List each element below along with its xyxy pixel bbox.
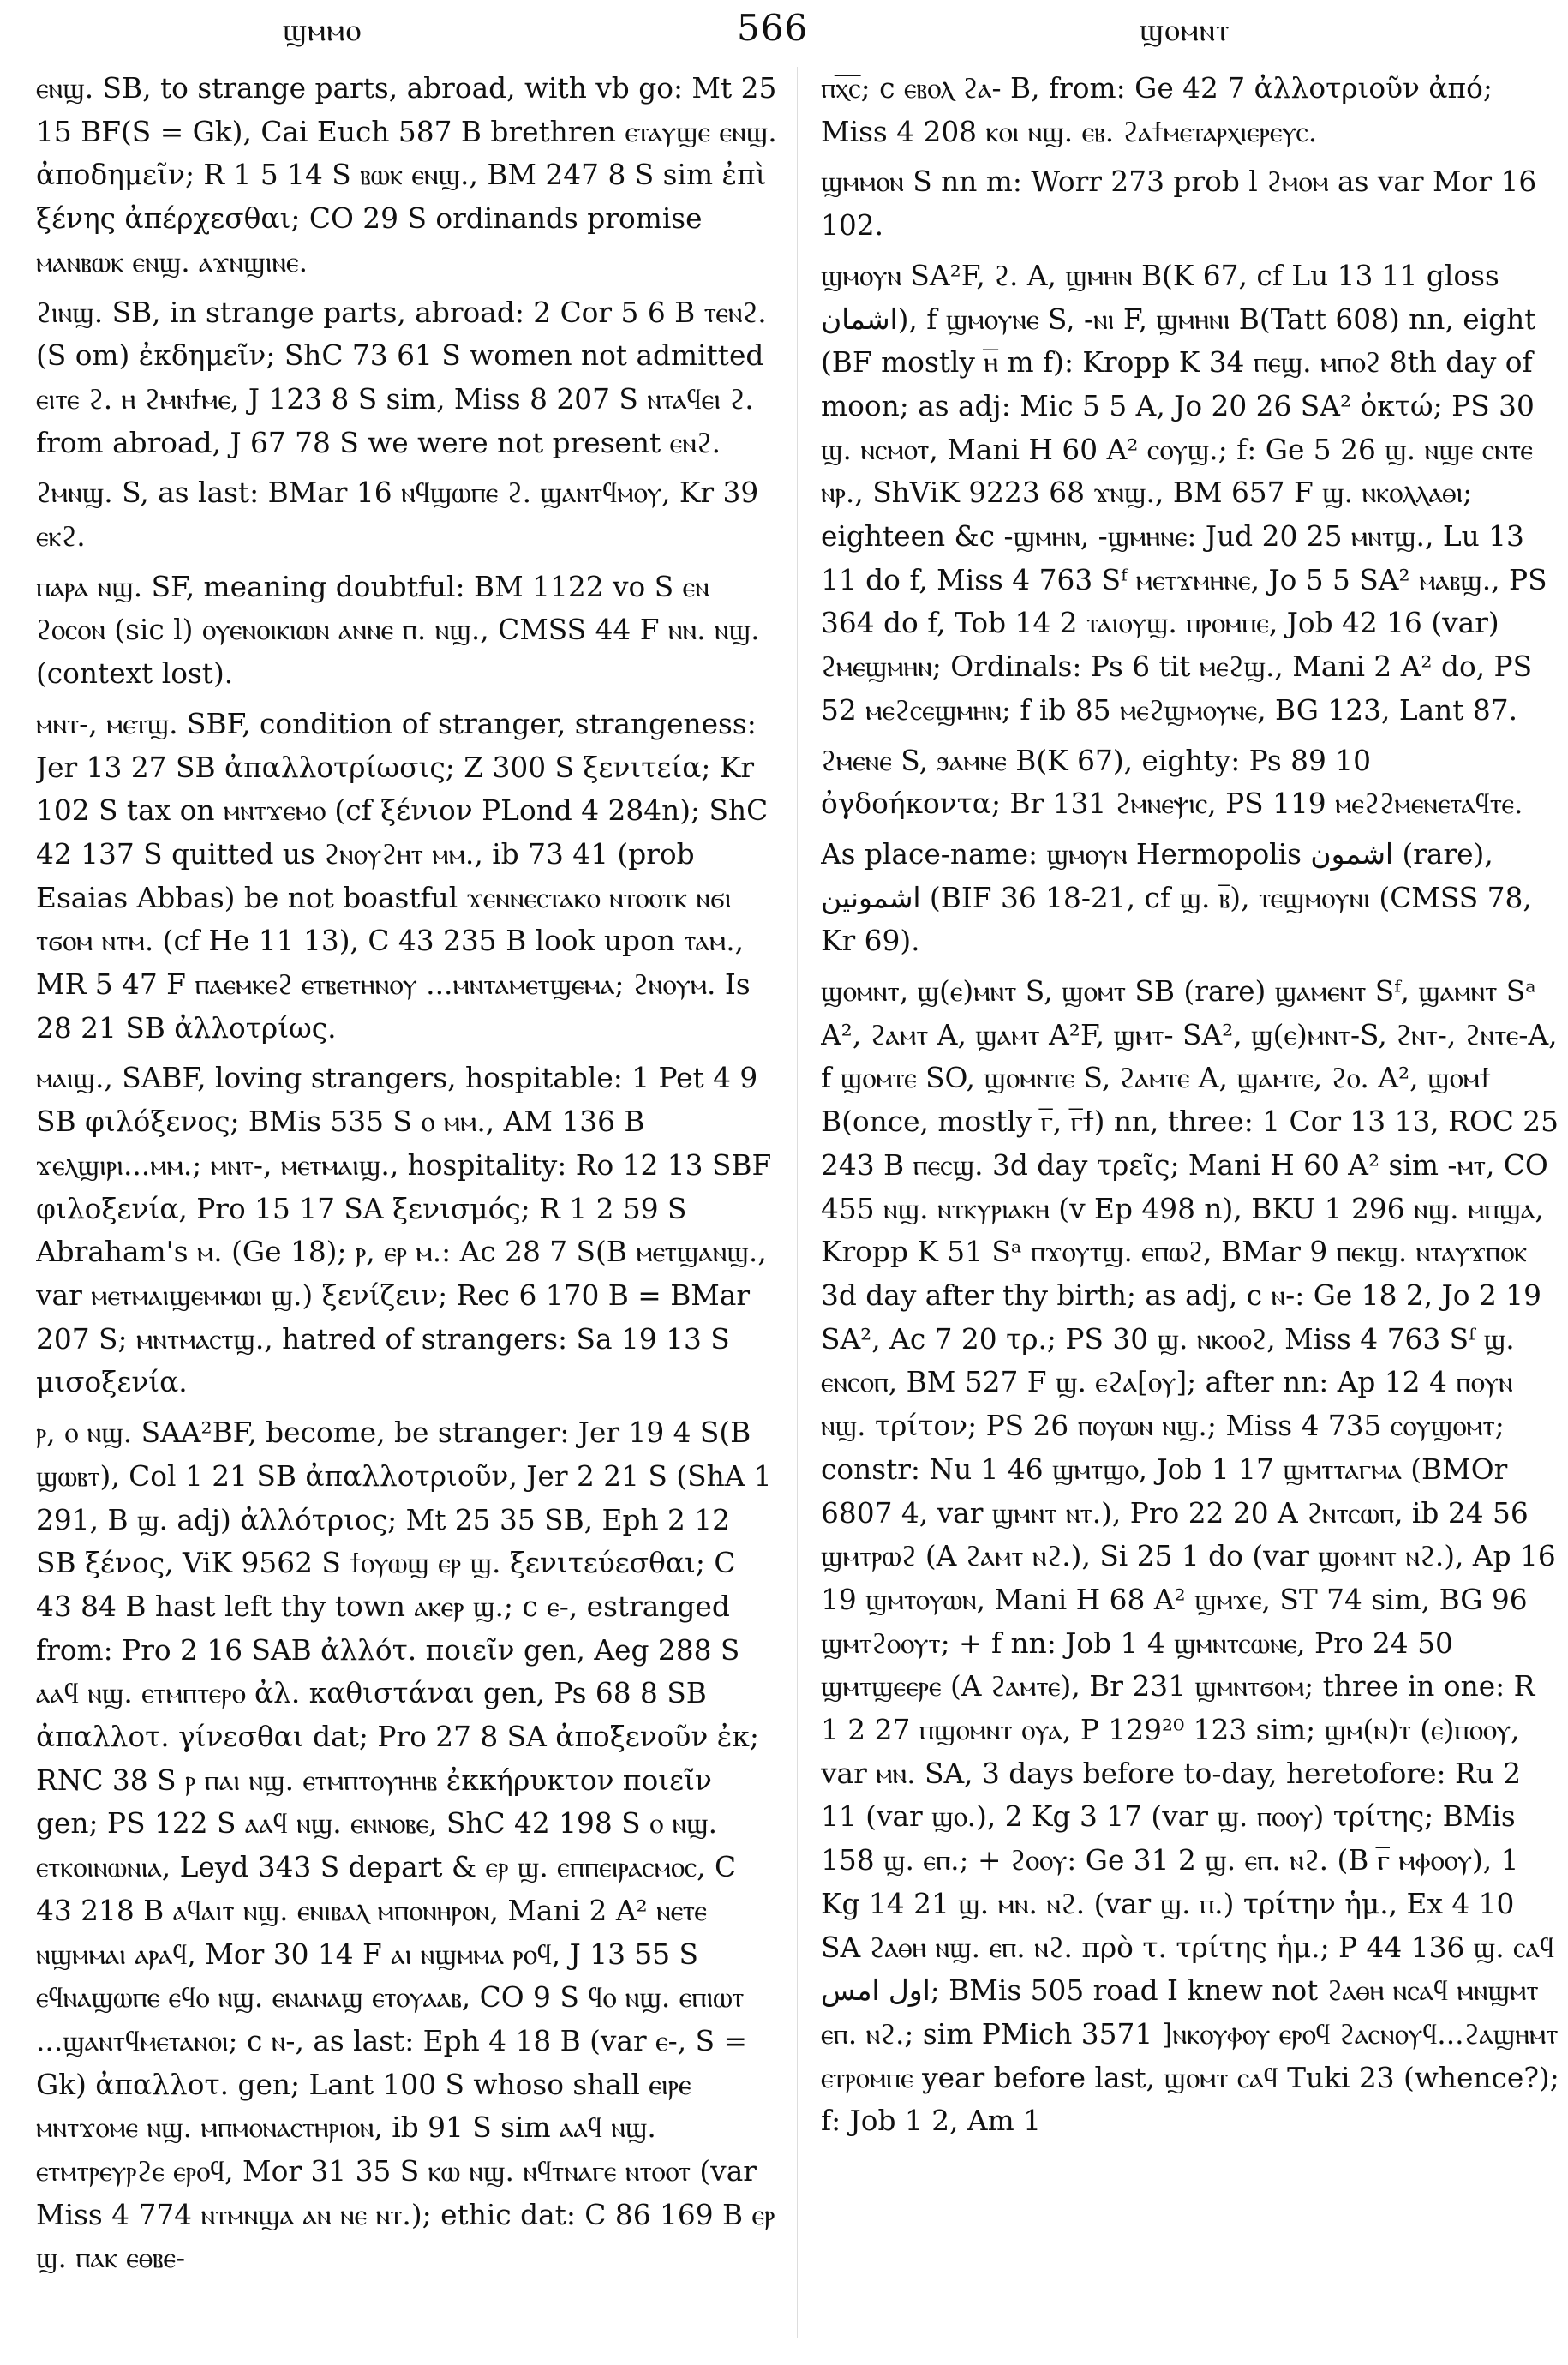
entry-para-nsh: ⲡⲁⲣⲁ ⲛϣ. SF, meaning doubtful: BM 1122 vo S ⲉⲛ ϩⲟⲥⲟⲛ (sic l) ⲟⲩⲉⲛⲟⲓⲕⲓⲱⲛ ⲁⲛⲛⲉ ⲡ. ⲛϣ., CMSS 44 F ⲛⲛ. ⲛϣ. (context lost).	[36, 570, 760, 691]
header-left-headword: ϣⲙⲙⲟ	[283, 13, 362, 48]
left-column	[36, 67, 778, 2346]
right-column	[821, 67, 1559, 2346]
entry-in-strange-parts: ϩⲓⲛϣ. SB, in strange parts, abroad: 2 Cor 5 6 B ⲧⲉⲛϩ. (S om) ἐκδημεῖν; ShC 73 61 S women not admitted ⲉⲓⲧⲉ ϩ. ⲏ ϩⲙⲛϯⲙⲉ, J 123 8 S sim, Miss 8 207 S ⲛⲧⲁϥⲉⲓ ϩ. from abroad, J 67 78 S we were not present ⲉⲛϩ.	[36, 296, 767, 459]
entry-hmnsh: ϩⲙⲛϣ. S, as last: BMar 16 ⲛϥϣⲱⲡⲉ ϩ. ϣⲁⲛⲧϥⲙⲟⲩ, Kr 39 ⲉⲕϩ.	[36, 476, 759, 554]
entry-shmmon: ϣⲙⲙⲟⲛ S nn m: Worr 273 prob l ϩⲙⲟⲙ as var Mor 16 102.	[821, 165, 1537, 242]
entry-eighty: ϩⲙⲉⲛⲉ S, ϧⲁⲙⲛⲉ B(K 67), eighty: Ps 89 10 ὀγδοήκοντα; Br 131 ϩⲙⲛⲉⲯⲓⲥ, PS 119 ⲙⲉϩϩⲙⲉⲛⲉⲧⲁϥⲧⲉ.	[821, 744, 1523, 821]
entry-hospitable: ⲙⲁⲓϣ., SABF, loving strangers, hospitable: 1 Pet 4 9 SB φιλόξενος; BMis 535 S ⲟ ⲙⲙ., AM 136 B ϫⲉⲗϣⲓⲣⲓ...ⲙⲙ.; ⲙⲛⲧ-, ⲙⲉⲧⲙⲁⲓϣ., hospitality: Ro 12 13 SBF φιλοξενία, Pro 15 17 SA ξενισμός; R 1 2 59 S Abraham's ⲙ. (Ge 18); ⲣ, ⲉⲣ ⲙ.: Ac 28 7 S(B ⲙⲉⲧϣⲁⲛϣ., var ⲙⲉⲧⲙⲁⲓϣⲉⲙⲙⲱⲓ ϣ.) ξενίζειν; Rec 6 170 B = BMar 207 S; ⲙⲛⲧⲙⲁⲥⲧϣ., hatred of strangers: Sa 19 13 S μισοξενία.	[36, 1062, 772, 1399]
entry-eight: ϣⲙⲟⲩⲛ SA²F, ϩ. A, ϣⲙⲏⲛ B(K 67, cf Lu 13 11 gloss اشمان), f ϣⲙⲟⲩⲛⲉ S, -ⲛⲓ F, ϣⲙⲏⲛⲓ B(Tatt 608) nn, eight (BF mostly ⲏ̅ m f): Kropp K 34 ⲡⲉϣ. ⲙⲡⲟϩ 8th day of moon; as adj: Mic 5 5 A, Jo 20 26 SA² ὀκτώ; PS 30 ϣ. ⲛⲥⲙⲟⲧ, Mani H 60 A² ⲥⲟⲩϣ.; f: Ge 5 26 ϣ. ⲛϣⲉ ⲥⲛⲧⲉ ⲛⲣ., ShViK 9223 68 ϫⲛϣ., BM 657 F ϣ. ⲛⲕⲟⲗⲗⲁⲑⲓ; eighteen &c -ϣⲙⲏⲛ, -ϣⲙⲏⲛⲉ: Jud 20 25 ⲙⲛⲧϣ., Lu 13 11 do f, Miss 4 763 Sᶠ ⲙⲉⲧϫⲙⲏⲛⲉ, Jo 5 5 SA² ⲙⲁⲃϣ., PS 364 do f, Tob 14 2 ⲧⲁⲓⲟⲩϣ. ⲡⲣⲟⲙⲡⲉ, Job 42 16 (var) ϩⲙⲉϣⲙⲏⲛ; Ordinals: Ps 6 tit ⲙⲉϩϣ., Mani 2 A² do, PS 52 ⲙⲉϩⲥⲉϣⲙⲏⲛ; f ib 85 ⲙⲉϩϣⲙⲟⲩⲛⲉ, BG 123, Lant 87.	[821, 259, 1547, 727]
running-header	[0, 7, 1568, 58]
entry-abroad: ⲉⲛϣ. SB, to strange parts, abroad, with vb go: Mt 25 15 BF(S = Gk), Cai Euch 587 B brethren ⲉⲧⲁⲩϣⲉ ⲉⲛϣ. ἀποδημεῖν; R 1 5 14 S ⲃⲱⲕ ⲉⲛϣ., BM 247 8 S sim ἐπὶ ξένης ἀπέρχεσθαι; CO 29 S ordinands promise ⲙⲁⲛⲃⲱⲕ ⲉⲛϣ. ⲁϫⲛϣⲓⲛⲉ.	[36, 72, 777, 278]
column-gutter	[797, 67, 798, 2338]
entry-continuation: ⲡⲭ̅ⲥ̅; ϲ ⲉⲃⲟⲗ ϩⲁ- B, from: Ge 42 7 ἀλλοτριοῦν ἀπό; Miss 4 208 ⲕⲟⲓ ⲛϣ. ⲉⲃ. ϩⲁϯⲙⲉⲧⲁⲣⲭⲓⲉⲣⲉⲩⲥ.	[821, 72, 1493, 148]
header-right-headword: ϣⲟⲙⲛⲧ	[1140, 13, 1230, 48]
entry-three: ϣⲟⲙⲛⲧ, ϣ(ⲉ)ⲙⲛⲧ S, ϣⲟⲙⲧ SB (rare) ϣⲁⲙⲉⲛⲧ Sᶠ, ϣⲁⲙⲛⲧ Sᵃ A², ϩⲁⲙⲧ A, ϣⲁⲙⲧ A²F, ϣⲙⲧ- SA², ϣ(ⲉ)ⲙⲛⲧ-S, ϩⲛⲧ-, ϩⲛⲧⲉ-A, f ϣⲟⲙⲧⲉ SO, ϣⲟⲙⲛⲧⲉ S, ϩⲁⲙⲧⲉ A, ϣⲁⲙⲧⲉ, ϩⲟ. A², ϣⲟⲙϯ B(once, mostly ⲅ̅, ⲅ̅ϯ) nn, three: 1 Cor 13 13, ROC 25 243 B ⲡⲉⲥϣ. 3d day τρεῖς; Mani H 60 A² sim -ⲙⲧ, CO 455 ⲛϣ. ⲛⲧⲕⲩⲣⲓⲁⲕⲏ (v Ep 498 n), BKU 1 296 ⲛϣ. ⲙⲡϣⲁ, Kropp K 51 Sᵃ ⲡϫⲟⲩⲧϣ. ⲉⲡⲱϩ, BMar 9 ⲡⲉⲕϣ. ⲛⲧⲁⲩϫⲡⲟⲕ 3d day after thy birth; as adj, ϲ ⲛ-: Ge 18 2, Jo 2 19 SA², Ac 7 20 τρ.; PS 30 ϣ. ⲛⲕⲟⲟϩ, Miss 4 763 Sᶠ ϣ. ⲉⲛⲥⲟⲡ, BM 527 F ϣ. ⲉϩⲁ[ⲟⲩ]; after nn: Ap 12 4 ⲡⲟⲩⲛ ⲛϣ. τρίτον; PS 26 ⲡⲟⲩⲱⲛ ⲛϣ.; Miss 4 735 ⲥⲟⲩϣⲟⲙⲧ; constr: Nu 1 46 ϣⲙⲧϣⲟ, Job 1 17 ϣⲙⲧⲧⲁⲅⲙⲁ (BMOr 6807 4, var ϣⲙⲛⲧ ⲛⲧ.), Pro 22 20 A ϩⲛⲧⲥⲱⲡ, ib 24 56 ϣⲙⲧⲣⲱϩ (A ϩⲁⲙⲧ ⲛϩ.), Si 25 1 do (var ϣⲟⲙⲛⲧ ⲛϩ.), Ap 16 19 ϣⲙⲧⲟⲩⲱⲛ, Mani H 68 A² ϣⲙϫⲉ, ST 74 sim, BG 96 ϣⲙⲧϩⲟⲟⲩⲧ; + f nn: Job 1 4 ϣⲙⲛⲧⲥⲱⲛⲉ, Pro 24 50 ϣⲙⲧϣⲉⲉⲣⲉ (A ϩⲁⲙⲧⲉ), Br 231 ϣⲙⲛⲧϭⲟⲙ; three in one: R 1 2 27 ⲡϣⲟⲙⲛⲧ ⲟⲩⲁ, P 129²⁰ 123 sim; ϣⲙ(ⲛ)ⲧ (ⲉ)ⲡⲟⲟⲩ, var ⲙⲛ. SA, 3 days before to-day, heretofore: Ru 2 11 (var ϣⲟ.), 2 Kg 3 17 (var ϣ. ⲡⲟⲟⲩ) τρίτης; BMis 158 ϣ. ⲉⲡ.; + ϩⲟⲟⲩ: Ge 31 2 ϣ. ⲉⲡ. ⲛϩ. (B ⲅ̅ ⲙⲫⲟⲟⲩ), 1 Kg 14 21 ϣ. ⲙⲛ. ⲛϩ. (var ϣ. ⲡ.) τρίτην ἡμ., Ex 4 10 SA ϩⲁⲑⲏ ⲛϣ. ⲉⲡ. ⲛϩ. πρὸ τ. τρίτης ἡμ.; P 44 136 ϣ. ⲥⲁϥ اول امس; BMis 505 road I knew not ϩⲁⲑⲏ ⲛⲥⲁϥ ⲙⲛϣⲙⲧ ⲉⲡ. ⲛϩ.; sim PMich 3571 ]ⲛⲕⲟⲩⲫⲟⲩ ⲉⲣⲟϥ ϩⲁⲥⲛⲟⲩϥ...ϩⲁϣⲏⲙⲧ ⲉⲧⲣⲟⲙⲡⲉ year before last, ϣⲟⲙⲧ ⲥⲁϥ Tuki 23 (whence?); f: Job 1 2, Am 1	[821, 975, 1559, 2138]
entry-place-name: As place-name: ϣⲙⲟⲩⲛ Hermopolis اشمون (rare), اشمونين (BIF 36 18-21, cf ϣ. ⲃ̅), ⲧⲉϣⲙⲟⲩⲛⲓ (CMSS 78, Kr 69).	[821, 837, 1532, 958]
entry-strangeness: ⲙⲛⲧ-, ⲙⲉⲧϣ. SBF, condition of stranger, strangeness: Jer 13 27 SB ἀπαλλοτρίωσις; Z 300 S ξενιτεία; Kr 102 S tax on ⲙⲛⲧϫⲉⲙⲟ (cf ξένιον PLond 4 284n); ShC 42 137 S quitted us ϩⲛⲟⲩϩⲏⲧ ⲙⲙ., ib 73 41 (prob Esaias Abbas) be not boastful ϫⲉⲛⲛⲉⲥⲧⲁⲕⲟ ⲛⲧⲟⲟⲧⲕ ⲛϭⲓ ⲧϭⲟⲙ ⲛⲧⲙ. (cf He 11 13), C 43 235 B look upon ⲧⲁⲙ., MR 5 47 F ⲡⲁⲉⲙⲕⲉϩ ⲉⲧⲃⲉⲧⲏⲛⲟⲩ ...ⲙⲛⲧⲁⲙⲉⲧϣⲉⲙⲁ; ϩⲛⲟⲩⲙ. Is 28 21 SB ἀλλοτρίως.	[36, 707, 769, 1045]
page-number: 566	[737, 7, 809, 49]
entry-become-stranger: ⲣ, ⲟ ⲛϣ. SAA²BF, become, be stranger: Jer 19 4 S(B ϣⲱⲃⲧ), Col 1 21 SB ἀπαλλοτριοῦν, Jer 2 21 S (ShA 1 291, B ϣ. adj) ἀλλότριος; Mt 25 35 SB, Eph 2 12 SB ξένος, ViK 9562 S ϯⲟⲩⲱϣ ⲉⲣ ϣ. ξενιτεύεσθαι; C 43 84 B hast left thy town ⲁⲕⲉⲣ ϣ.; ϲ ⲉ-, estranged from: Pro 2 16 SAB ἀλλότ. ποιεῖν gen, Aeg 288 S ⲁⲁϥ ⲛϣ. ⲉⲧⲙⲡⲧⲉⲣⲟ ἀλ. καθιστάναι gen, Ps 68 8 SB ἀπαλλοτ. γίνεσθαι dat; Pro 27 8 SA ἀποξενοῦν ἐκ; RNC 38 S ⲣ ⲡⲁⲓ ⲛϣ. ⲉⲧⲙⲡⲧⲟⲩⲏⲏⲃ ἐκκήρυκτον ποιεῖν gen; PS 122 S ⲁⲁϥ ⲛϣ. ⲉⲛⲛⲟⲃⲉ, ShC 42 198 S ⲟ ⲛϣ. ⲉⲧⲕⲟⲓⲛⲱⲛⲓⲁ, Leyd 343 S depart & ⲉⲣ ϣ. ⲉⲡⲡⲉⲓⲣⲁⲥⲙⲟⲥ, C 43 218 B ⲁϥⲁⲓⲧ ⲛϣ. ⲉⲛⲓⲃⲁⲗ ⲙⲡⲟⲛⲏⲣⲟⲛ, Mani 2 A² ⲛⲉⲧⲉ ⲛϣⲙⲙⲁⲓ ⲁⲣⲁϥ, Mor 30 14 F ⲁⲓ ⲛϣⲙⲙⲁ ⲣⲟϥ, J 13 55 S ⲉϥⲛⲁϣⲱⲡⲉ ⲉϥⲟ ⲛϣ. ⲉⲛⲁⲛⲁϣ ⲉⲧⲟⲩⲁⲁⲃ, CO 9 S ϥⲟ ⲛϣ. ⲉⲡⲓⲱⲧ ...ϣⲁⲛⲧϥⲙⲉⲧⲁⲛⲟⲓ; ϲ ⲛ-, as last: Eph 4 18 B (var ⲉ-, S = Gk) ἀπαλλοτ. gen; Lant 100 S whoso shall ⲉⲓⲣⲉ ⲙⲛⲧϫⲟⲙⲉ ⲛϣ. ⲙⲡⲙⲟⲛⲁⲥⲧⲏⲣⲓⲟⲛ, ib 91 S sim ⲁⲁϥ ⲛϣ. ⲉⲧⲙⲧⲣⲉⲩⲣϩⲉ ⲉⲣⲟϥ, Mor 31 35 S ⲕⲱ ⲛϣ. ⲛϥⲧⲛⲁⲅⲉ ⲛⲧⲟⲟⲧ (var Miss 4 774 ⲛⲧⲙⲛϣⲁ ⲁⲛ ⲛⲉ ⲛⲧ.); ethic dat: C 86 169 B ⲉⲣ ϣ. ⲡⲁⲕ ⲉⲑⲃⲉ-	[36, 1416, 775, 2275]
